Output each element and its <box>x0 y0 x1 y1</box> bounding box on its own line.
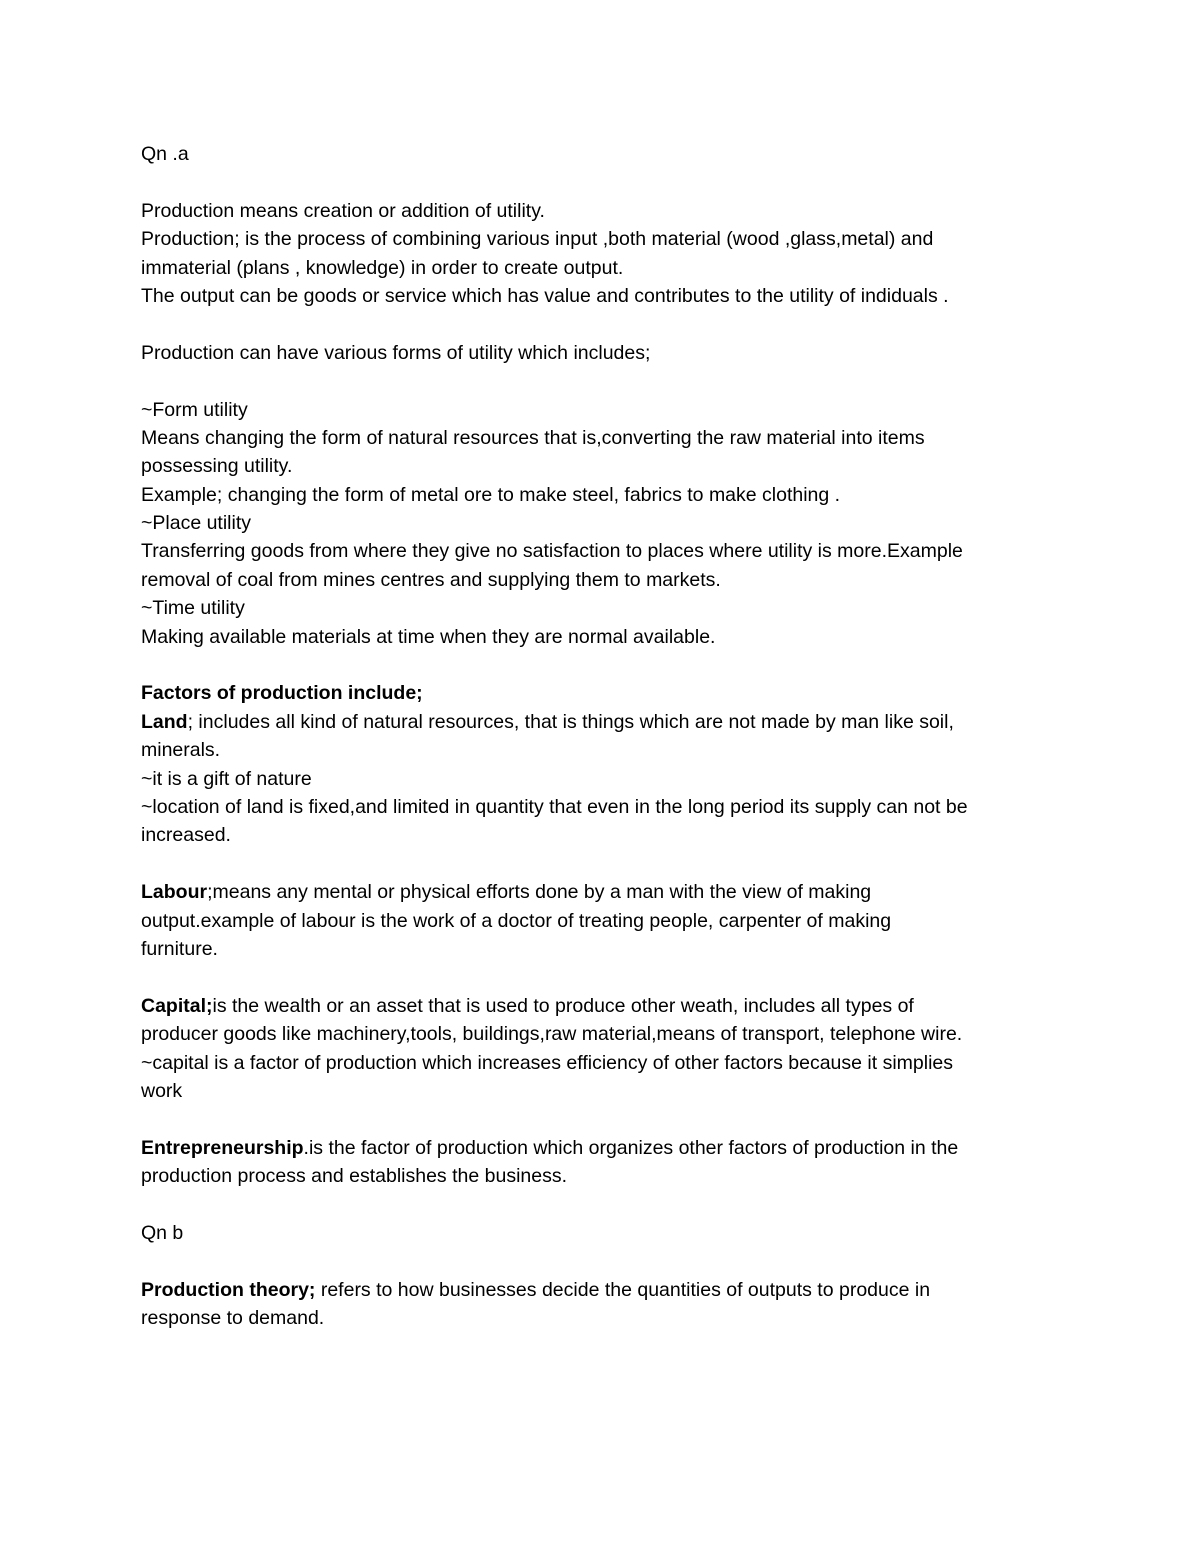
spacer <box>141 168 1101 196</box>
land-point-2-line-2: increased. <box>141 824 231 847</box>
spacer <box>141 850 1101 878</box>
place-utility-desc-2: removal of coal from mines centres and supplying them to markets. <box>141 568 721 591</box>
capital-line-2: producer goods like machinery,tools, buildings,raw material,means of transport, telephone wire. <box>141 1023 963 1046</box>
land-point-2-line-1: ~location of land is fixed,and limited in quantity that even in the long period its supply can not be <box>141 795 968 818</box>
spacer <box>141 367 1101 395</box>
form-utility-title: ~Form utility <box>141 398 248 421</box>
document-page <box>141 140 1101 1332</box>
spacer <box>141 1105 1101 1133</box>
labour-line-2: output.example of labour is the work of a doctor of treating people, carpenter of making <box>141 909 892 932</box>
land-term: Land <box>141 710 188 733</box>
entrepreneurship-text: .is the factor of production which organizes other factors of production in the <box>303 1136 959 1159</box>
intro-line-2: Production; is the process of combining various input ,both material (wood ,glass,metal) and <box>141 228 934 251</box>
intro-line-3: immaterial (plans , knowledge) in order to create output. <box>141 256 624 279</box>
land-text: ; includes all kind of natural resources, that is things which are not made by man like soil, <box>187 710 954 733</box>
production-theory-line-2: response to demand. <box>141 1307 325 1330</box>
spacer <box>141 963 1101 991</box>
question-b-heading: Qn b <box>141 1221 184 1244</box>
forms-intro: Production can have various forms of utility which includes; <box>141 341 651 364</box>
land-line-1 <box>141 708 1101 736</box>
capital-line-1 <box>141 992 1101 1020</box>
place-utility-title: ~Place utility <box>141 512 252 535</box>
capital-text: is the wealth or an asset that is used to produce other weath, includes all types of <box>212 994 914 1017</box>
labour-line-1 <box>141 878 1101 906</box>
land-point-1: ~it is a gift of nature <box>141 767 312 790</box>
form-utility-desc-1: Means changing the form of natural resources that is,converting the raw material into items <box>141 426 925 449</box>
form-utility-desc-2: possessing utility. <box>141 455 293 478</box>
time-utility-title: ~Time utility <box>141 597 245 620</box>
labour-text: ;means any mental or physical efforts done by a man with the view of making <box>207 881 872 904</box>
entrepreneurship-term: Entrepreneurship <box>141 1136 304 1159</box>
intro-line-4: The output can be goods or service which has value and contributes to the utility of indiduals . <box>141 284 949 307</box>
form-utility-example: Example; changing the form of metal ore to make steel, fabrics to make clothing . <box>141 483 841 506</box>
entrepreneurship-line-1 <box>141 1134 1101 1162</box>
labour-term: Labour <box>141 881 208 904</box>
spacer <box>141 1247 1101 1275</box>
labour-line-3: furniture. <box>141 937 218 960</box>
capital-line-4: work <box>141 1079 183 1102</box>
factors-heading: Factors of production include; <box>141 682 423 705</box>
question-a-heading: Qn .a <box>141 143 189 165</box>
time-utility-desc: Making available materials at time when they are normal available. <box>141 625 716 648</box>
intro-line-1: Production means creation or addition of utility. <box>141 199 545 222</box>
production-theory-term: Production theory; <box>141 1278 316 1301</box>
spacer <box>141 310 1101 338</box>
production-theory-line-1 <box>141 1276 1101 1304</box>
entrepreneurship-line-2: production process and establishes the business. <box>141 1165 568 1188</box>
production-theory-text: refers to how businesses decide the quantities of outputs to produce in <box>315 1278 931 1301</box>
capital-term: Capital; <box>141 994 213 1017</box>
place-utility-desc-1: Transferring goods from where they give no satisfaction to places where utility is more.Example <box>141 540 963 563</box>
land-line-2: minerals. <box>141 739 221 762</box>
spacer <box>141 1190 1101 1218</box>
capital-line-3: ~capital is a factor of production which increases efficiency of other factors because it simplies <box>141 1051 954 1074</box>
spacer <box>141 651 1101 679</box>
